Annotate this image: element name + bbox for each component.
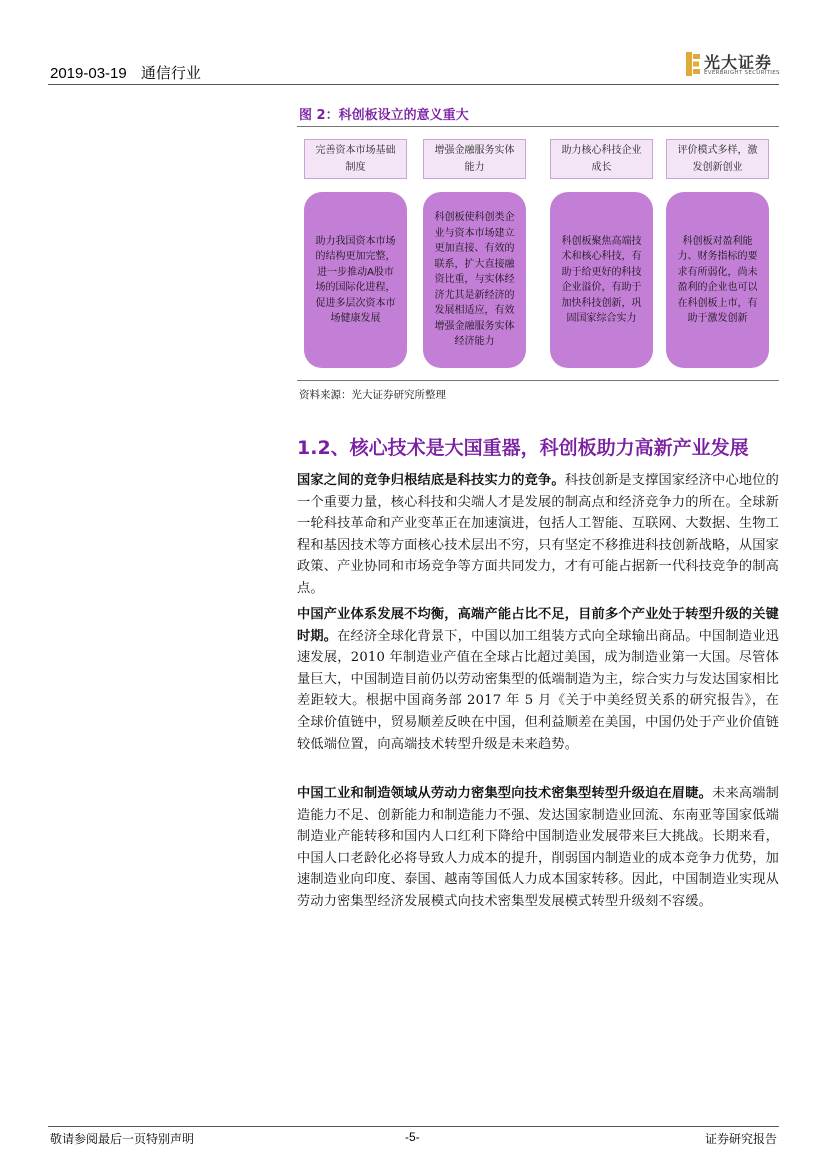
- company-logo: [686, 50, 782, 80]
- body-paragraph: [297, 783, 779, 913]
- body-paragraph: [297, 470, 779, 600]
- figure-column-body: 科创板聚焦高端技术和核心科技，有助于给更好的科技企业溢价，有助于加快科技创新，巩固国家综合实力: [550, 192, 653, 368]
- page-number: -5-: [405, 1130, 420, 1144]
- header-divider: [48, 84, 779, 85]
- paragraph-lead: 中国工业和制造领域从劳动力密集型向技术密集型转型升级迫在眉睫。: [297, 786, 713, 801]
- figure-top-rule: [297, 126, 779, 127]
- logo-text-en: EVERBRIGHT SECURITIES: [704, 70, 780, 76]
- figure-title: 图 2：科创板设立的意义重大: [299, 108, 469, 123]
- report-header: [50, 62, 211, 83]
- figure-bottom-rule: [297, 380, 779, 381]
- report-date: 2019-03-19: [50, 65, 127, 82]
- figure-column-head: 完善资本市场基础制度: [304, 139, 407, 179]
- footer-disclaimer: 敬请参阅最后一页特别声明: [50, 1132, 195, 1146]
- figure-column-head: 评价模式多样，激发创新创业: [666, 139, 769, 179]
- footer-report-type: 证券研究报告: [704, 1132, 777, 1146]
- figure-column-body: 科创板对盈利能力、财务指标的要求有所弱化，尚未盈利的企业也可以在科创板上市，有助于激发创新: [666, 192, 769, 368]
- figure-column-body: 科创板使科创类企业与资本市场建立更加直接、有效的联系，扩大直接融资比重，与实体经济尤其是新经济的发展相适应，有效增强金融服务实体经济能力: [423, 192, 526, 368]
- footer-divider: [48, 1126, 779, 1127]
- logo-text-cn: 光大证券: [704, 53, 773, 72]
- body-paragraph: [297, 604, 779, 755]
- paragraph-text: 未来高端制造能力不足、创新能力和制造能力不强、发达国家制造业回流、东南亚等国家低端制造业产能转移和国内人口红利下降给中国制造业发展带来巨大挑战。长期来看，中国人口老龄化必将导致人力成本的提升，削弱国内制造业的成本竞争力优势，加速制造业向印度、泰国、越南等国低人力成本国家转移。因此，中国制造业实现从劳动力密集型经济发展模式向技术密集型发展模式转型升级刻不容缓。: [297, 786, 780, 909]
- paragraph-lead: 中国产业体系发展不均衡，高端产能占比不足，目前多个产业处于转型升级的关键时期。: [297, 607, 779, 644]
- figure-column-body: 助力我国资本市场的结构更加完整，进一步推动A股市场的国际化进程，促进多层次资本市场健康发展: [304, 192, 407, 368]
- report-industry: 通信行业: [140, 65, 201, 82]
- everbright-logo-icon: [686, 52, 700, 76]
- figure-column-head: 增强金融服务实体能力: [423, 139, 526, 179]
- paragraph-lead: 国家之间的竞争归根结底是科技实力的竞争。: [297, 473, 565, 488]
- figure-source: 资料来源：光大证券研究所整理: [299, 389, 446, 401]
- figure-column-head: 助力核心科技企业成长: [550, 139, 653, 179]
- paragraph-text: 科技创新是支撑国家经济中心地位的一个重要力量，核心科技和尖端人才是发展的制高点和经济竞争力的所在。全球新一轮科技革命和产业变革正在加速演进，包括人工智能、互联网、大数据、生物工程和基因技术等方面核心技术层出不穷，只有坚定不移推进科技创新战略，从国家政策、产业协同和市场竞争等方面共同发力，才有可能占据新一代科技竞争的制高点。: [297, 473, 780, 596]
- paragraph-text: 在经济全球化背景下，中国以加工组装方式向全球输出商品。中国制造业迅速发展，2010 年制造业产值在全球占比超过美国，成为制造业第一大国。尽管体量巨大，中国制造目前仍以劳动密集型的低端制造为主，综合实力与发达国家相比差距较大。根据中国商务部 2017 年 5 月《关于中美经贸关系的研究报告》，在全球价值链中，贸易顺差反映在中国，但利益顺差在美国，中国仍处于产业价值链较低端位置，向高端技术转型升级是未来趋势。: [297, 628, 779, 752]
- section-heading: 1.2、核心技术是大国重器，科创板助力高新产业发展: [297, 437, 749, 459]
